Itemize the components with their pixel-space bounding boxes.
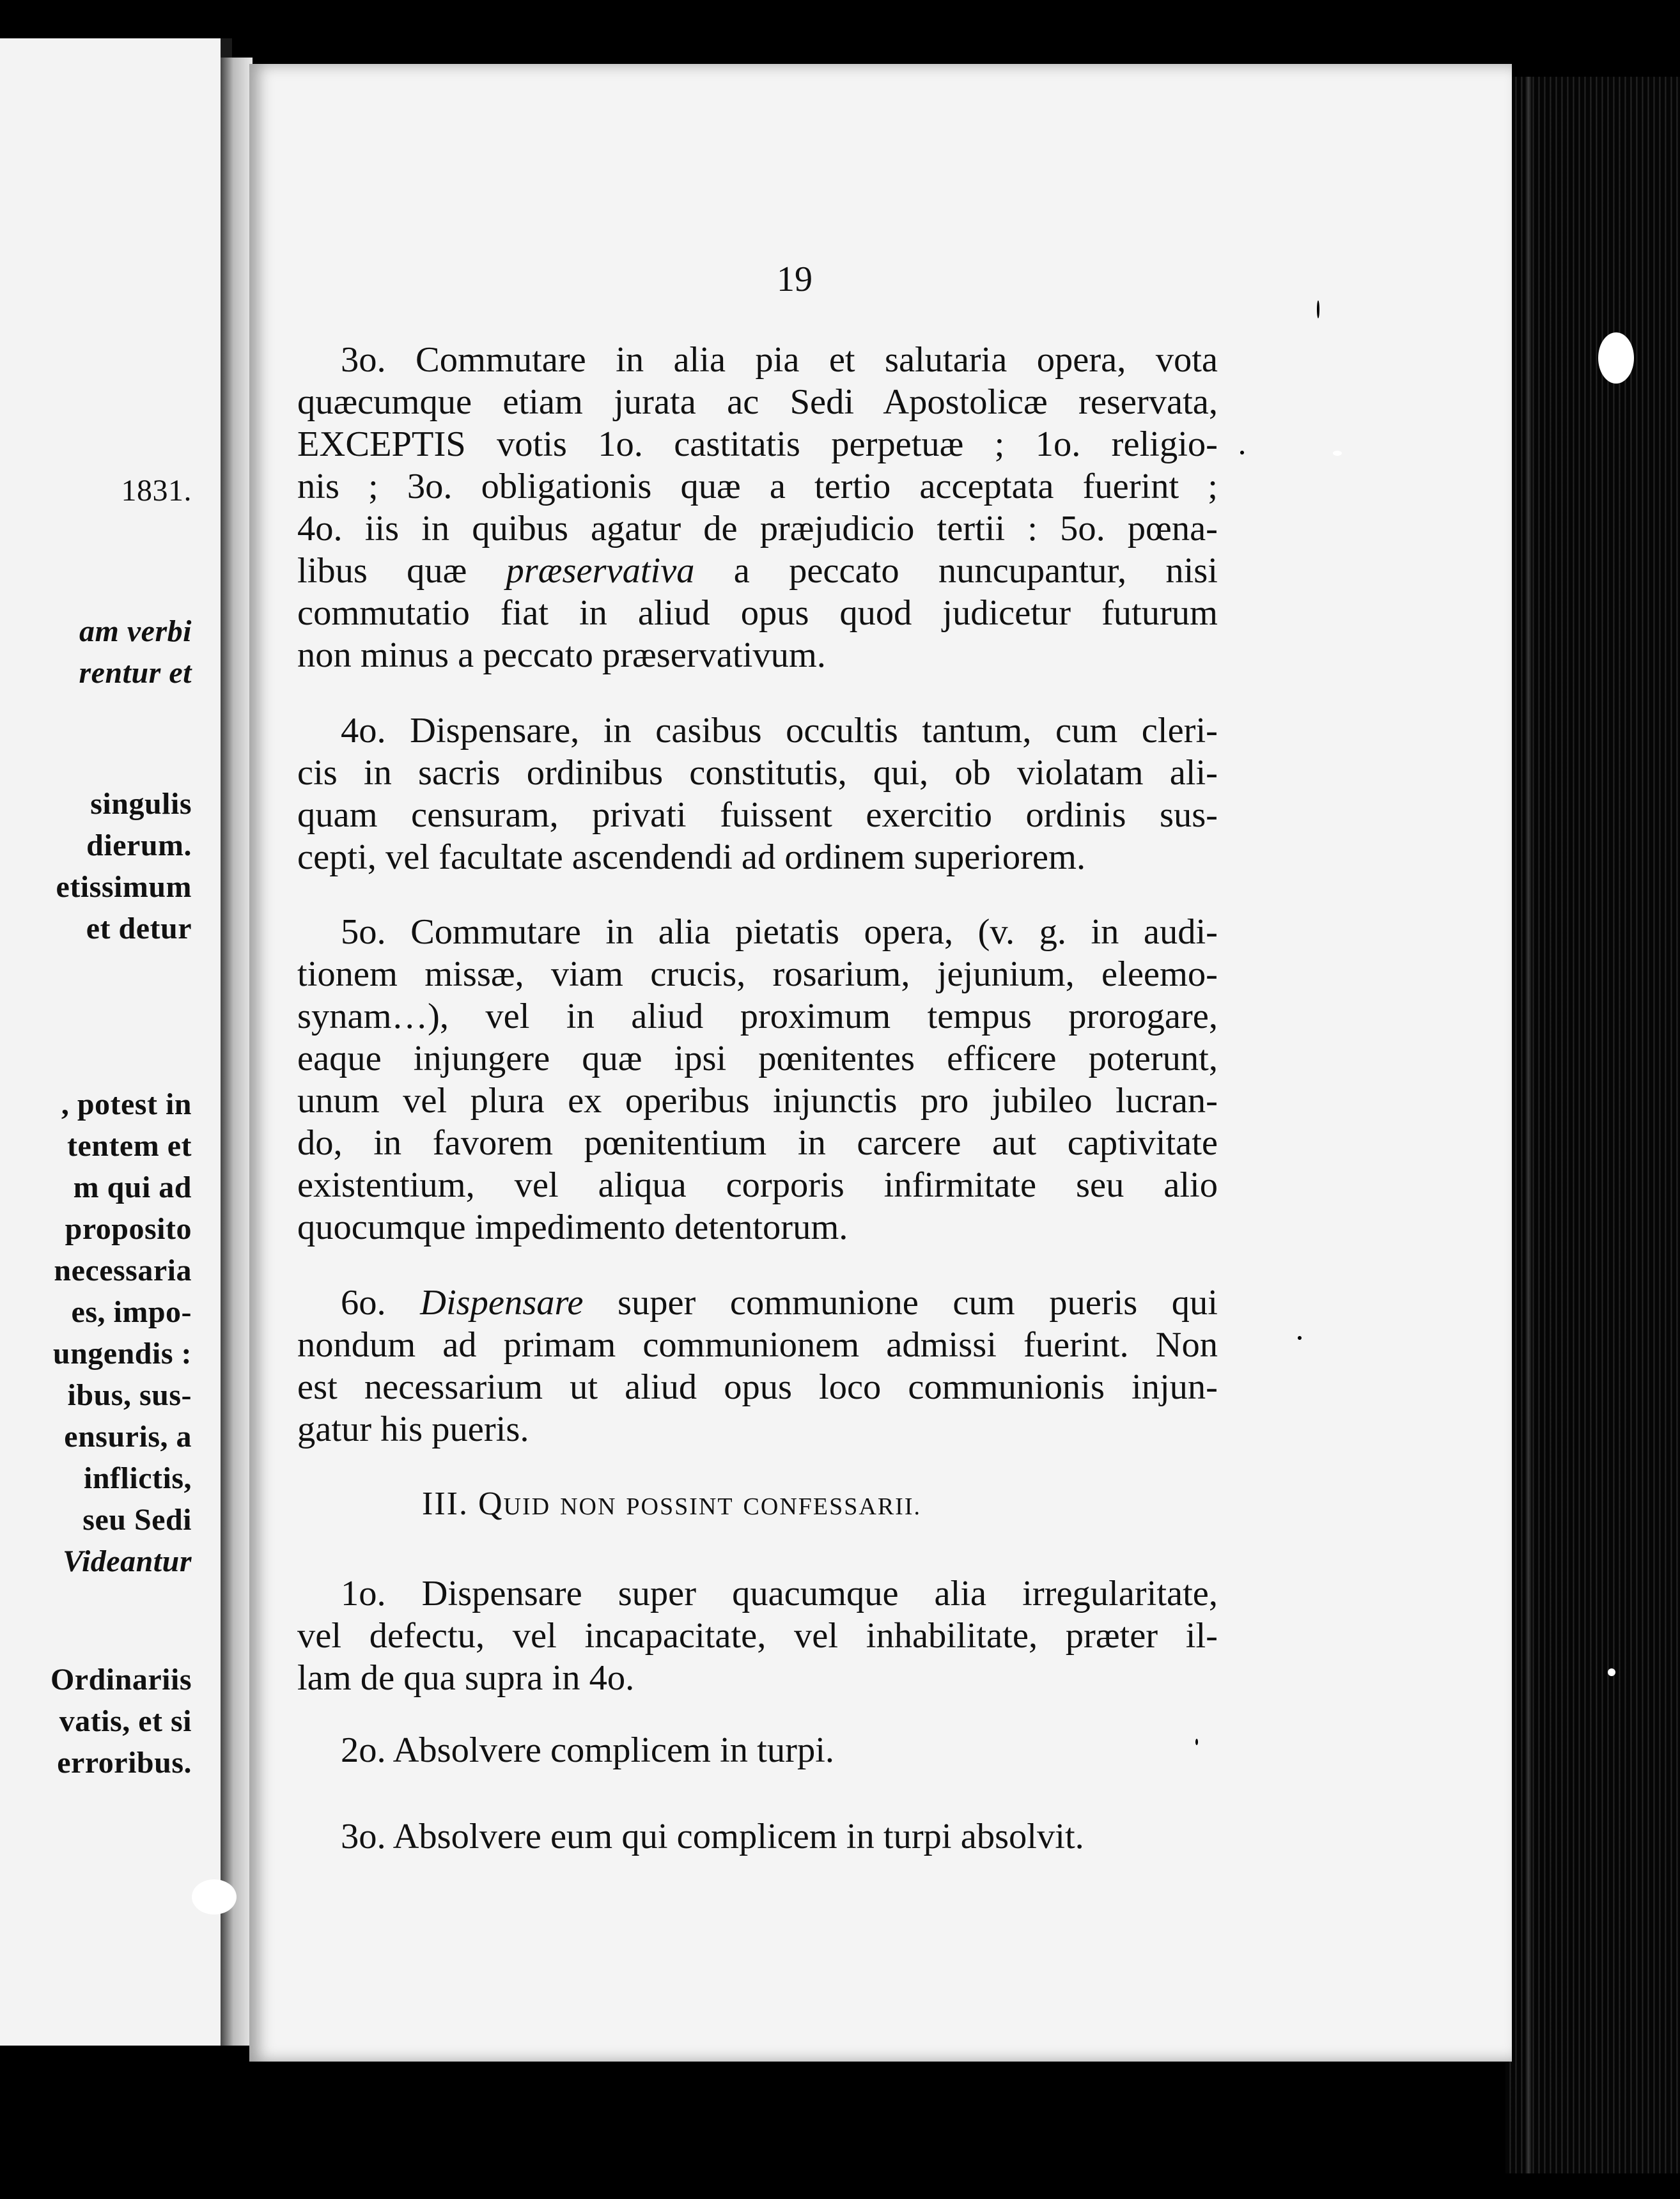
gutter-shadow bbox=[221, 58, 253, 2046]
left-page-line: rentur et bbox=[79, 656, 192, 690]
paragraph-line: quam censuram, privati fuissent exercitio ordinis sus- bbox=[297, 795, 1218, 835]
paragraph bbox=[297, 911, 1218, 1248]
paragraph-line: gatur his pueris. bbox=[297, 1410, 529, 1449]
paragraph-line: 4o. Dispensare, in casibus occultis tantum, cum cleri- bbox=[341, 711, 1218, 750]
page-edges bbox=[1505, 77, 1680, 2173]
left-page-line: inflictis, bbox=[84, 1461, 192, 1495]
heading-word: QUID bbox=[478, 1486, 551, 1522]
left-page-line: proposito bbox=[65, 1212, 192, 1246]
paragraph-line: est necessarium ut aliud opus loco communionis injun- bbox=[297, 1367, 1218, 1407]
left-page-line: ensuris, a bbox=[64, 1420, 192, 1454]
scan-speck bbox=[1317, 300, 1319, 318]
paragraph-line: cepti, vel facultate ascendendi ad ordinem superiorem. bbox=[297, 837, 1086, 877]
scan-speck bbox=[1195, 1739, 1198, 1745]
paragraph-line: do, in favorem pœnitentium in carcere aut captivitate bbox=[297, 1123, 1218, 1163]
paragraph-line: 2o. Absolvere complicem in turpi. bbox=[341, 1730, 835, 1770]
left-page-line: Videantur bbox=[63, 1544, 192, 1578]
heading-numeral: III. bbox=[422, 1486, 478, 1522]
paragraph-line: existentium, vel aliqua corporis infirmitate seu alio bbox=[297, 1165, 1218, 1205]
scan-speck bbox=[1598, 332, 1634, 384]
paragraph-line: nis ; 3o. obligationis quæ a tertio acceptata fuerint ; bbox=[297, 467, 1218, 506]
paragraph-line: synam…), vel in aliud proximum tempus prorogare, bbox=[297, 997, 1218, 1036]
paragraph bbox=[297, 1815, 1218, 1858]
paragraph-line: lam de qua supra in 4o. bbox=[297, 1658, 635, 1698]
paragraph-line: commutatio fiat in aliud opus quod judicetur futurum bbox=[297, 593, 1218, 633]
paragraph-line: 3o. Absolvere eum qui complicem in turpi absolvit. bbox=[341, 1817, 1084, 1856]
paragraph-line: unum vel plura ex operibus injunctis pro jubileo lucran- bbox=[297, 1081, 1218, 1121]
left-page-line: et detur bbox=[86, 912, 192, 945]
paragraph bbox=[297, 1573, 1218, 1699]
paragraph-line: tionem missæ, viam crucis, rosarium, jejunium, eleemo- bbox=[297, 954, 1218, 994]
paragraph-line: 6o. Dispensare super communione cum pueris qui bbox=[341, 1283, 1218, 1323]
left-page-line: dierum. bbox=[86, 828, 192, 862]
heading-word: NON bbox=[560, 1493, 617, 1520]
paragraph-line: 3o. Commutare in alia pia et salutaria opera, vota bbox=[341, 340, 1218, 380]
scan-speck bbox=[1240, 451, 1244, 455]
paragraph-line: quocumque impedimento detentorum. bbox=[297, 1208, 848, 1247]
paragraph bbox=[297, 339, 1218, 676]
paragraph-line: eaque injungere quæ ipsi pœnitentes efficere poterunt, bbox=[297, 1039, 1218, 1078]
left-page-line: erroribus. bbox=[57, 1746, 192, 1780]
left-page-line: ungendis : bbox=[52, 1337, 192, 1371]
left-page-line: singulis bbox=[90, 787, 192, 821]
scan-speck bbox=[1333, 451, 1342, 456]
section-heading bbox=[422, 1485, 921, 1523]
left-page-line: tentem et bbox=[66, 1129, 192, 1163]
left-page-line: etissimum bbox=[56, 870, 192, 904]
heading-word: POSSINT bbox=[626, 1493, 734, 1520]
facing-page-left bbox=[0, 38, 232, 2046]
paragraph-line: non minus a peccato præservativum. bbox=[297, 635, 826, 675]
paragraph-line: libus quæ præservativa a peccato nuncupantur, nisi bbox=[297, 551, 1218, 591]
left-page-line: necessaria bbox=[54, 1254, 192, 1287]
left-page-line: am verbi bbox=[79, 614, 192, 648]
paragraph-line: quæcumque etiam jurata ac Sedi Apostolicæ reservata, bbox=[297, 382, 1218, 422]
paragraph bbox=[297, 1282, 1218, 1450]
left-page-line: ibus, sus- bbox=[67, 1378, 192, 1412]
scan-speck bbox=[1298, 1336, 1302, 1340]
scan-speck bbox=[1608, 1668, 1615, 1676]
left-page-line: Ordinariis bbox=[50, 1663, 192, 1697]
paragraph bbox=[297, 1729, 1218, 1771]
left-page-line: 1831. bbox=[121, 474, 192, 508]
left-page-line: vatis, et si bbox=[59, 1704, 192, 1738]
heading-word: CONFESSARII. bbox=[743, 1493, 921, 1520]
left-page-line: m qui ad bbox=[73, 1170, 192, 1204]
paragraph bbox=[297, 710, 1218, 878]
paragraph-line: nondum ad primam communionem admissi fuerint. Non bbox=[297, 1325, 1218, 1365]
left-page-line: , potest in bbox=[61, 1087, 192, 1121]
paragraph-line: 4o. iis in quibus agatur de præjudicio tertii : 5o. pœna- bbox=[297, 509, 1218, 548]
page-number: 19 bbox=[777, 260, 813, 299]
paragraph-line: cis in sacris ordinibus constitutis, qui, ob violatam ali- bbox=[297, 753, 1218, 793]
scan-speck bbox=[192, 1879, 237, 1915]
left-page-line: seu Sedi bbox=[82, 1503, 192, 1537]
paragraph-line: EXCEPTIS votis 1o. castitatis perpetuæ ; 1o. religio- bbox=[297, 424, 1218, 464]
paragraph-line: 1o. Dispensare super quacumque alia irregularitate, bbox=[341, 1574, 1218, 1613]
paragraph-line: vel defectu, vel incapacitate, vel inhabilitate, præter il- bbox=[297, 1616, 1218, 1656]
left-page-line: es, impo- bbox=[71, 1295, 192, 1329]
paragraph-line: 5o. Commutare in alia pietatis opera, (v. g. in audi- bbox=[341, 912, 1218, 952]
